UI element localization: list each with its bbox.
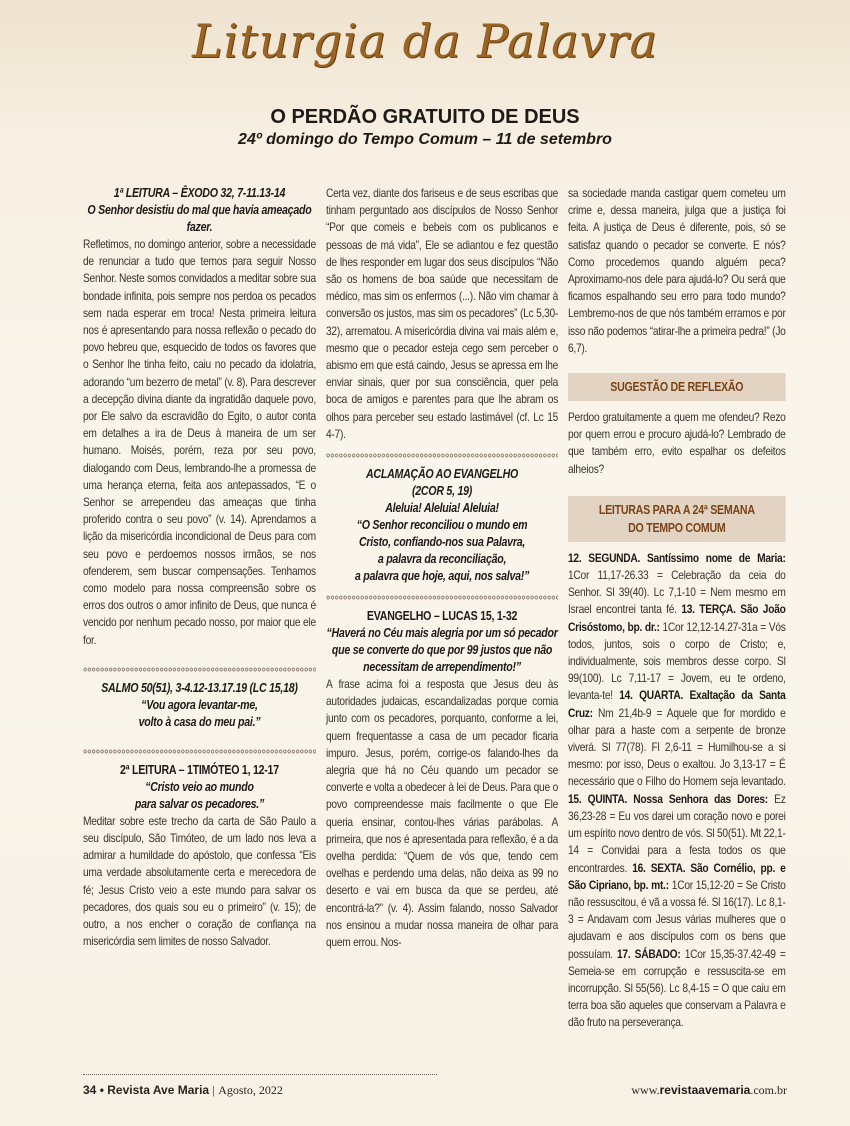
reading-day-text: 1Cor 12,12-14.27-31a = Vós todos, juntos, sois o corpo de Cristo; e, individualmente, sois membros desse corpo. Sl 99(100). Lc 7,11-17 = Jovem, eu te ordeno, levanta-te! [568,619,786,703]
magazine-name: Revista Ave Maria [107,1083,210,1097]
url-suffix: .com.br [750,1083,787,1097]
gospel-body-part2: sa sociedade manda castigar quem cometeu um crime e, dessa maneira, julga que a justiça foi feita. A justiça de Deus é diferente, pois, só se satisfaz quando o pecador se converte. E nós? Como procedemos quando alguém peca? Aproximamo-nos dele para ajudá-lo? Ou será que ficamos espalhando seu erro para todo mundo? Lembremo-nos de que nós também erramos e por isso não podemos “atirar-lhe a primeira pedra!” (Jo 6,7). [568,186,786,355]
reading-day-text: 1Cor 11,17-26.33 = Celebração da ceia do Senhor. Sl 39(40). Lc 7,1-10 = Nem mesmo em Israel encontrei tanta fé. [568,568,786,617]
gospel-quote: “Haverá no Céu mais alegria por um só pecador que se converte do que por 99 justos que não necessitam de arrependimento!” [326,626,558,675]
acclamation-reference: (2COR 5, 19) [411,484,473,499]
reading-day-text: 1Cor 15,12-20 = Se Cristo não ressuscitou, é vã a vossa fé. Sl 16(17). Lc 8,1-3 = Andavam com Jesus várias mulheres que o ajudavam e aos discípulos com os bens que possuíam. [568,877,786,961]
footer-separator: | [212,1083,215,1097]
website-link[interactable] [631,1083,787,1098]
page-subtitle: 24º domingo do Tempo Comum – 11 de setembro [238,131,612,148]
acclamation-line: “O Senhor reconciliou o mundo em [356,518,528,533]
psalm-reference: SALMO 50(51), 3-4.12-13.17.19 (LC 15,18) [101,680,298,695]
url-prefix: www. [631,1083,660,1097]
footer-divider [83,1074,437,1075]
second-reading-body: Meditar sobre este trecho da carta de São Paulo a seu discípulo, São Timóteo, de um lado nos leva a admirar a humildade do apóstolo, que confessa “Eis uma verdade absolutamente certa e merecedora de fé; Jesus Cristo veio a este mundo para salvar os pecadores, dos quais sou eu o primeiro” (v. 15); de outro, a nos encher o coração de confiança na misericórdia sem limites de nosso Salvador. [83,813,316,949]
reflection-body: Perdoo gratuitamente a quem me ofendeu? Rezo por quem errou e procuro ajudá-lo? Lembrado de que também erro, evito espalhar os defeitos alheios? [568,410,786,476]
column-1 [83,185,316,951]
psalm-heading [83,680,316,731]
page-number: 34 [83,1083,97,1097]
week-readings-title: LEITURAS PARA A 24ª SEMANA [598,502,755,517]
column-3 [568,185,786,1032]
reading-day-label: 13. TERÇA. São João Crisóstomo, bp. dr.: [568,602,786,634]
reading-day-text: Nm 21,4b-9 = Aquele que for mordido e olhar para a haste com a serpente de bronze viverá. Sl 77(78). Fl 2,6-11 = Humilhou-se a si mesmo: por isso, Deus o exaltou. Jo 3,13-17 = É necessário que o Filho do Homem seja levantado. [568,705,786,789]
psalm-quote: “Vou agora levantar-me, [141,697,258,712]
divider [326,595,558,600]
second-reading-reference: 2ª LEITURA – 1TIMÓTEO 1, 12-17 [120,762,279,777]
divider [83,667,316,672]
masthead-logo: Liturgia da Palavra [192,14,658,68]
acclamation-alleluia: Aleluia! Aleluia! Aleluia! [385,501,499,516]
first-reading-heading [83,185,316,236]
week-readings-list [568,550,786,1032]
reading-day-label: 16. SEXTA. São Cornélio, pp. e São Cipriano, bp. mt.: [568,860,786,892]
reading-day-label: 17. SÁBADO: [617,946,681,961]
second-reading-quote: para salvar os pecadores.” [134,796,265,811]
acclamation-block [326,466,558,585]
week-readings-title: DO TEMPO COMUM [628,520,726,535]
url-brand: revistaavemaria [659,1083,751,1097]
first-reading-body: Refletimos, no domingo anterior, sobre a necessidade de renunciar a tudo que temos para seguir Nosso Senhor. Neste somos convidados a meditar sobre sua bondade infinita, pois sempre nos perdoa os pecados sem nada esperar em troca! Nesta primeira leitura nos é apresentando para nossa reflexão o pecado do povo hebreu que, esquecido de todos os favores que o Senhor lhe tinha feito, caiu no pecado da idolatria, adorando “um bezerro de metal” (v. 8). Para descrever a decepção divina diante da ingratidão daquele povo, por Ele salvo da escravidão do Egito, o autor conta em detalhes a ira de Deus à maneira de um ser humano. Moisés, porém, reza por seu povo, dialogando com Deus, lembrando-lhe a promessa de uma herança eterna, feita aos antepassados, “E o Senhor se arrependeu das ameaças que tinha proferido contra o seu povo” (v. 14). Aprendamos a lição da misericórdia incondicional de Deus para com seu povo e perdoemos nossos irmãos, se nos ofenderem, sem buscar compensações. Tenhamos como modelo para nossa compreensão sobre os erros dos outros o amor infinito de Deus, que nunca é vencido por nenhum pecado nosso, por maior que ele for. [83,237,316,647]
column-2 [326,185,558,951]
gospel-reference: EVANGELHO – LUCAS 15, 1-32 [366,609,518,624]
acclamation-line: a palavra da reconciliação, [377,552,507,567]
bullet: • [99,1083,104,1097]
divider [83,749,316,754]
reading-day-text: Ez 36,23-28 = Eu vos darei um coração novo e porei um espírito novo dentro de vós. Sl 50(51). Mt 22,1-14 = Convidai para a festa todos os que encontrardes. [568,791,786,875]
reading-day-text: 1Cor 15,35-37.42-49 = Semeia-se em corrupção e ressuscita-se em incorrupção. Sl 55(56). Lc 8,4-15 = O que caiu em terra boa são aqueles que conservam a Palavra e dão fruto na perseverança. [568,946,786,1030]
divider [326,453,558,458]
second-reading-quote: “Cristo veio ao mundo [145,779,254,794]
reading-day-label: 15. QUINTA. Nossa Senhora das Dores: [568,791,768,806]
acclamation-line: a palavra que hoje, aqui, nos salva!” [354,569,530,584]
issue-date: Agosto, 2022 [218,1083,283,1097]
reading-day-label: 12. SEGUNDA. Santíssimo nome de Maria: [568,550,786,565]
footer-credit [83,1083,283,1098]
first-reading-reference: 1ª LEITURA – ÊXODO 32, 7-11.13-14 [113,186,286,200]
week-readings-heading [568,496,786,542]
first-reading-quote: O Senhor desistiu do mal que havia ameaçado fazer. [87,203,312,234]
reading-day-label: 14. QUARTA. Exaltação da Santa Cruz: [568,688,786,720]
acclamation-heading: ACLAMAÇÃO AO EVANGELHO [366,467,519,482]
column-2-intro: Certa vez, diante dos fariseus e de seus escribas que tinham perguntado aos discípulos de Nosso Senhor “Por que comeis e bebeis com os publicanos e pessoas de má vida”, Ele se adiantou e fez questão de lhes responder em lugar dos seus discípulos “Não são os homens de boa saúde que necessitam de médico, mas sim os enfermos (...). Não vim chamar à conversão os justos, mas sim os pecadores” (Lc 5,30-32), arrematou. A misericórdia divina vai mais além e, mesmo que o pecador esteja cego sem perceber o abismo em que está caindo, Jesus se apressa em lhe enviar sinais, quer por sua consciência, quer pela boca de amigos e parentes para que lhe abram os olhos para perceber seu estado lastimável (cf. Lc 15 4-7). [326,186,559,441]
psalm-quote: volto à casa do meu pai.” [138,714,261,729]
gospel-heading [326,608,558,676]
reflection-heading: SUGESTÃO DE REFLEXÃO [568,373,786,401]
acclamation-line: Cristo, confiando-nos sua Palavra, [358,535,526,550]
gospel-body-part1: A frase acima foi a resposta que Jesus deu às autoridades judaicas, escandalizadas porque comia junto com os pecadores, porquanto, conforme a lei, quem frequentasse a casa de um pecador ficaria impuro. Jesus, porém, corrige-os falando-lhes da alegria que há no Céu quando um pecador se converte e volta a obedecer à lei de Deus. Para que o povo compreendesse mais facilmente o que Ele queria ensinar, contou-lhes várias parábolas. A primeira, que nos é apresentada para reflexão, é a da ovelha perdida: “Quem de vós que, tendo cem ovelhas e perdendo uma delas, não deixa as 99 no deserto e vai em busca da que se perdeu, até encontrá-la?” (v. 4). Assim falando, nosso Salvador nos ensinou a mudar nossa maneira de olhar para quem errou. Nos- [326,677,559,950]
page-title: O PERDÃO GRATUITO DE DEUS [270,106,580,128]
second-reading-heading [83,762,316,813]
